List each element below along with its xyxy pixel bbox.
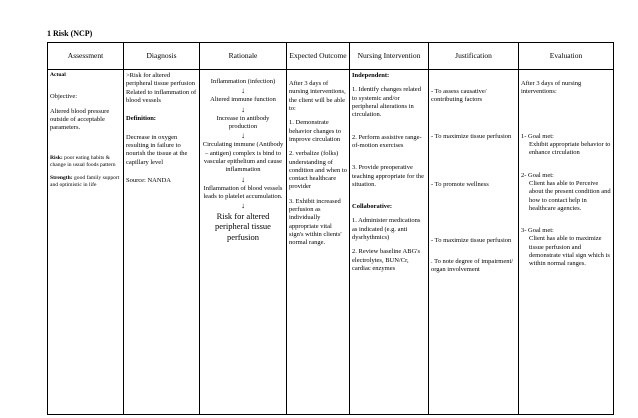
header-expected-outcome: Expected Outcome [287,43,350,70]
definition-text: Decrease in oxygen resulting in failure to nourish the tissue at the capillary level [126,133,188,166]
assessment-actual: Actual [50,72,66,78]
outcome-item: 3. Exhibit increased perfusion as individually appropriate vital sign's within clients' normal range. [289,197,342,247]
goal-3-label: 3- Goal met: [521,227,554,235]
rationale-step: Increase in antibody production [216,114,270,130]
down-arrow-icon: ↓ [241,104,245,114]
strength-factors [50,175,121,190]
outcome-item: 2. verbalize (folks) understanding of condition and when to contact healthcare provider [289,150,347,191]
outcome-item: 1. Demonstrate behavior changes to improve circulation [289,119,341,143]
independent-item: 2. Perform assistive range-of-motion exercises [352,133,422,149]
diagnosis-cell [124,70,200,415]
rationale-step: Inflammation of blood vessels leads to platelet accumulation. [203,184,283,200]
header-justification: Justification [429,43,519,70]
justification-item: - To maximize tissue perfusion [431,237,512,245]
goal-3-text: Client has able to maximize tissue perfusion and demonstrate vital sign which is within normal ranges. [529,235,610,268]
ncp-table [47,42,614,415]
objective-label: Objective: [50,93,78,101]
collaborative-label: Collaborative: [352,203,393,211]
intervention-cell [350,70,429,415]
outcome-intro: After 3 days of nursing interventions, the client will be able to: [289,80,346,112]
diagnosis-source: Source: NANDA [126,176,171,184]
header-assessment: Assessment [48,43,124,70]
rationale-cell [200,70,287,415]
goal-2-text: Client has able to Perceive about the present condition and how to contact help in healthcare agencies. [529,179,611,212]
justification-cell [429,70,519,415]
header-row [48,43,614,70]
page-title: 1 Risk (NCP) [47,29,93,38]
down-arrow-icon: ↓ [241,131,245,141]
evaluation-intro: After 3 days of nursing interventions: [521,80,582,96]
rationale-step: Inflammation (infection) [210,78,276,85]
collaborative-item: 1. Administer medications as indicated (e.g. anti dysrhythmics) [352,217,421,242]
strength-label: Strength: [50,175,73,182]
goal-1-text: Exhibit appropriate behavior to enhance circulation [529,140,611,157]
header-nursing-intervention: Nursing Intervention [350,43,429,70]
evaluation-cell [519,70,614,415]
justification-item: - To assess causative/ contributing factors [431,88,487,104]
independent-item: 3. Provide preoperative teaching appropriate for the situation. [352,164,425,188]
goal-2-label: 2- Goal met: [521,171,554,179]
risk-label: Risk: [50,154,63,161]
risk-text: poor eating habits & change in usual foods pattern [50,154,116,168]
justification-item: - To promote wellness [431,180,489,188]
rationale-step: Altered immune function [210,96,276,104]
objective-text: Altered blood pressure outside of acceptable parameters. [50,107,110,132]
down-arrow-icon: ↓ [241,201,245,211]
header-evaluation: Evaluation [519,43,614,70]
rationale-step: Circulating immune (Antibody – antigen) complex is bind to vascular epithelium and cause inflammation [202,141,284,174]
header-rationale: Rationale [200,43,287,70]
strength-text: good family support and optimistic in life [50,175,120,189]
diagnosis-main: >Risk for altered peripheral tissue perfusion Related to inflammation of blood vessels [126,72,197,104]
justification-item: - To maximize tissue perfusion [431,132,512,140]
risk-factors [50,155,121,170]
collaborative-item: 2. Review baseline ABG's electrolytes, BUN/Cr, cardiac enzymes [352,248,420,272]
independent-label: Independent: [352,72,390,79]
goal-1-label: 1- Goal met: [521,132,554,140]
definition-label: Definition: [126,115,156,123]
down-arrow-icon: ↓ [241,174,245,184]
outcome-cell [287,70,350,415]
rationale-final: Risk for altered peripheral tissue perfusion [215,211,271,242]
content-row [48,70,614,415]
header-diagnosis: Diagnosis [124,43,200,70]
assessment-cell [48,70,124,415]
down-arrow-icon: ↓ [241,86,245,96]
independent-item: 1. Identify changes related to systemic and/or peripheral alterations in circulation. [352,86,421,119]
justification-item: . To note degree of impairment/ organ involvement [431,257,514,273]
